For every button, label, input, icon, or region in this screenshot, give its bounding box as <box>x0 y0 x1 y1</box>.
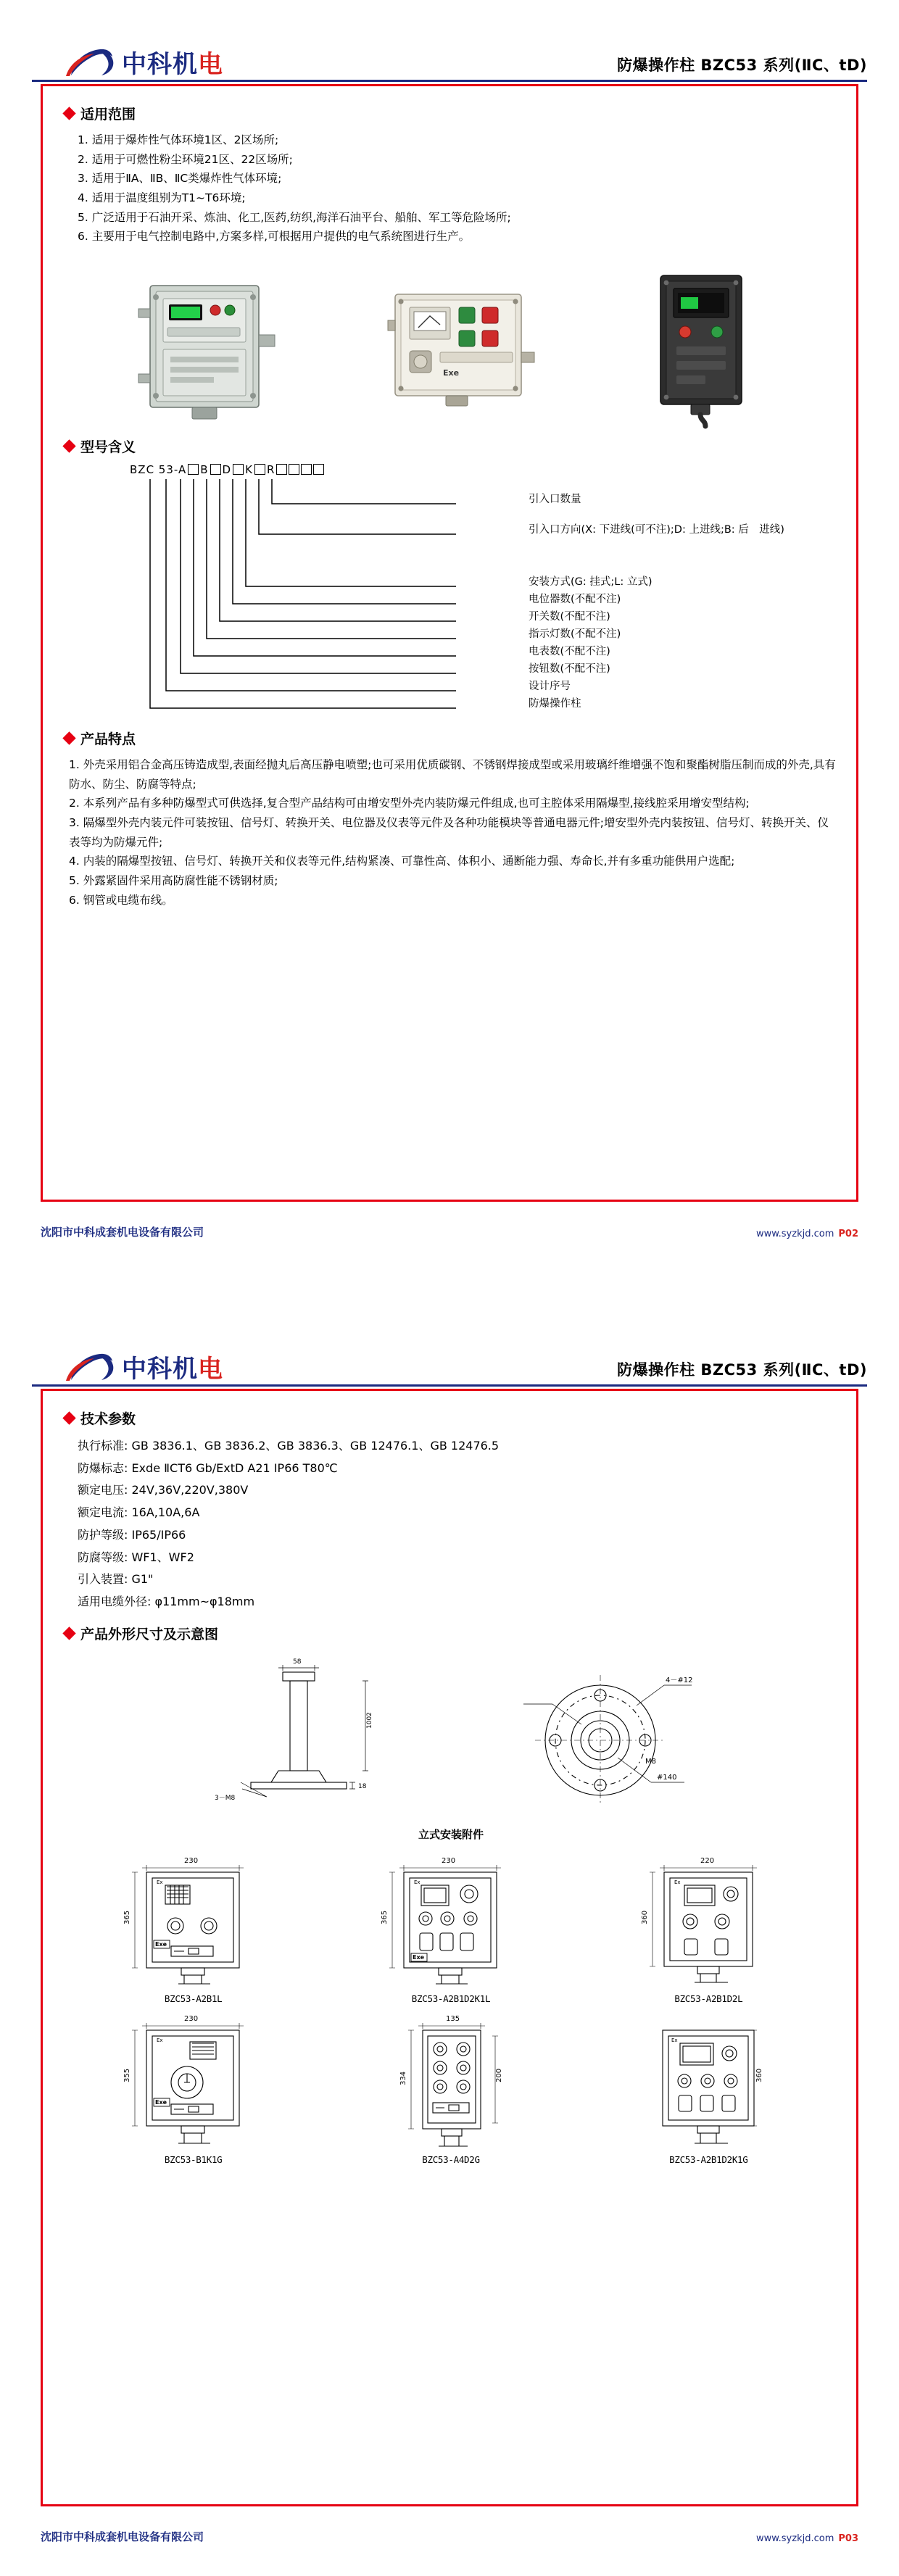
svg-text:Exe: Exe <box>443 367 460 378</box>
section-title-tech: 技术参数 <box>80 1411 136 1427</box>
drawing-dim-inner: 200 <box>494 2068 503 2082</box>
list-item: 6. 主要用于电气控制电路中,方案多样,可根据用户提供的电气系统图进行生产。 <box>78 230 471 244</box>
enclosure-drawing <box>618 1849 799 1991</box>
footer-company: 沈阳市中科成套机电设备有限公司 <box>41 2530 204 2543</box>
model-label: 防爆操作柱 <box>529 697 581 710</box>
section-title-features: 产品特点 <box>80 731 136 747</box>
section-heading-features <box>65 728 837 748</box>
stand-and-flange-drawings <box>65 1653 837 1824</box>
product-photo-2 <box>368 265 549 432</box>
drawing-dim-height: 360 <box>641 1910 650 1924</box>
drawing-model-caption: BZC53-A2B1D2L <box>674 1993 743 2004</box>
list-item: 5. 外露紧固件采用高防腐性能不锈钢材质; <box>69 873 278 887</box>
logo-swoosh-icon <box>62 1348 116 1382</box>
features-list <box>69 755 837 910</box>
logo-wordmark <box>122 1357 223 1382</box>
drawing-dim-height: 365 <box>380 1910 389 1924</box>
catalog-page-1 <box>0 0 899 1271</box>
model-label: 指示灯数(不配不注) <box>529 628 621 640</box>
drawing-cell <box>580 2007 837 2165</box>
footer-website <box>756 1229 858 1239</box>
tech-param-row: 防护等级: IP65/IP66 <box>78 1527 186 1542</box>
company-logo <box>62 43 223 77</box>
diamond-bullet-icon <box>62 1626 75 1640</box>
drawing-cell <box>65 2007 322 2165</box>
stand-dim-base-bolt: 3－M8 <box>215 1795 236 1803</box>
logo-swoosh-icon <box>62 43 116 77</box>
catalog-page-2 <box>0 1305 899 2576</box>
model-code-token: D <box>222 462 232 476</box>
enclosure-drawing <box>103 2007 284 2152</box>
tech-param-row: 防腐等级: WF1、WF2 <box>78 1550 194 1564</box>
footer-page-number: P02 <box>838 1229 858 1239</box>
header-divider <box>32 1384 867 1387</box>
scope-list <box>78 130 837 246</box>
list-item: 4. 适用于温度组别为T1~T6环境; <box>78 191 246 204</box>
tech-param-row: 防爆标志: Exde ⅡCT6 Gb/ExtD A21 IP66 T80℃ <box>78 1461 338 1475</box>
model-code-box <box>254 464 265 475</box>
tech-param-row: 引入装置: G1" <box>78 1572 154 1587</box>
logo-wordmark-main: 中科机 <box>122 50 198 79</box>
tech-param-row: 执行标准: GB 3836.1、GB 3836.2、GB 3836.3、GB 12476.1、GB 12476.5 <box>78 1439 500 1453</box>
drawing-cell <box>65 1849 322 2004</box>
stand-dim-base-h: 18 <box>358 1783 367 1791</box>
section-heading-tech <box>65 1408 837 1428</box>
page-title: 防爆操作柱 BZC53 系列(ⅡC、tD) <box>617 57 867 74</box>
drawing-cell <box>580 1849 837 2004</box>
section-title-scope: 适用范围 <box>80 107 136 122</box>
model-label: 电表数(不配不注) <box>529 645 610 657</box>
list-item: 2. 适用于可燃性粉尘环境21区、22区场所; <box>78 152 293 166</box>
drawing-dim-height: 355 <box>123 2068 131 2082</box>
badge-ex: Ex <box>671 2037 678 2043</box>
list-item: 1. 外壳采用铝合金高压铸造成型,表面经抛丸后高压静电喷塑;也可采用优质碳钢、不锈钢焊接成型或采用玻璃纤维增强不饱和聚酯树脂压制而成的外壳,具有防水、防尘、防腐等特点; <box>69 757 836 791</box>
tech-param-row: 额定电压: 24V,36V,220V,380V <box>78 1483 249 1497</box>
model-label: 按钮数(不配不注) <box>529 662 610 675</box>
drawing-cell <box>322 2007 579 2165</box>
model-code-diagram <box>65 463 837 724</box>
drawing-dim-width: 230 <box>441 1856 456 1865</box>
model-code-box <box>276 464 287 475</box>
footer-page-number: P03 <box>838 2533 858 2544</box>
enclosure-drawing <box>360 1849 542 1991</box>
list-item: 6. 钢管或电缆布线。 <box>69 893 173 907</box>
footer-company: 沈阳市中科成套机电设备有限公司 <box>41 1226 204 1239</box>
page-footer <box>41 1224 858 1239</box>
drawing-dim-height: 334 <box>399 2071 407 2085</box>
model-code-token: K <box>245 462 253 476</box>
footer-url: www.syzkjd.com <box>755 2533 834 2544</box>
section-heading-model <box>65 436 837 456</box>
badge-exe: Exe <box>412 1953 425 1961</box>
drawing-model-caption: BZC53-A2B1D2K1G <box>669 2153 748 2165</box>
diamond-bullet-icon <box>62 439 75 452</box>
content-frame <box>41 1389 858 2506</box>
product-photo-1 <box>120 265 301 432</box>
flange-dim-holes: 4－#12 <box>666 1677 693 1685</box>
model-code-box <box>233 464 244 475</box>
product-photo-row <box>86 258 816 432</box>
company-logo <box>62 1348 223 1382</box>
model-code-box <box>313 464 324 475</box>
footer-url: www.syzkjd.com <box>755 1229 834 1239</box>
page-header <box>32 20 867 77</box>
model-code-prefix: BZC 53-A <box>130 462 187 476</box>
drawing-dim-width: 135 <box>445 2014 460 2023</box>
stand-dim-top-width: 58 <box>293 1658 302 1666</box>
drawing-dim-width: 220 <box>700 1856 715 1865</box>
page-gap <box>0 1271 899 1305</box>
drawing-dim-width: 230 <box>183 1856 198 1865</box>
model-label: 电位器数(不配不注) <box>529 593 621 605</box>
model-code-token: R <box>266 462 276 476</box>
drawing-cell <box>322 1849 579 2004</box>
badge-ex: Ex <box>156 2037 163 2043</box>
list-item: 1. 适用于爆炸性气体环境1区、2区场所; <box>78 133 279 146</box>
badge-exe: Exe <box>154 2098 167 2106</box>
stand-drawing <box>197 1655 415 1821</box>
badge-ex: Ex <box>413 1879 420 1885</box>
section-heading-dims <box>65 1624 837 1643</box>
badge-ex: Ex <box>674 1879 681 1885</box>
drawing-model-caption: BZC53-A4D2G <box>422 2153 480 2165</box>
badge-ex: Ex <box>156 1879 163 1885</box>
page-title: 防爆操作柱 BZC53 系列(ⅡC、tD) <box>617 1361 867 1379</box>
flange-drawing <box>502 1655 705 1821</box>
stand-dim-height: 1002 <box>366 1712 373 1729</box>
model-code-box <box>188 464 199 475</box>
page-header <box>32 1325 867 1382</box>
badge-exe: Exe <box>154 1940 167 1948</box>
diamond-bullet-icon <box>62 1411 75 1424</box>
drawing-dim-width: 230 <box>183 2014 198 2023</box>
tech-param-row: 适用电缆外径: φ11mm~φ18mm <box>78 1595 255 1609</box>
list-item: 2. 本系列产品有多种防爆型式可供选择,复合型产品结构可由增安型外壳内装防爆元件组成,也可主腔体采用隔爆型,接线腔采用增安型结构; <box>69 797 750 810</box>
model-label: 设计序号 <box>529 680 571 692</box>
model-code-box <box>289 464 299 475</box>
page-footer <box>41 2529 858 2544</box>
content-frame <box>41 84 858 1202</box>
list-item: 5. 广泛适用于石油开采、炼油、化工,医药,纺织,海洋石油平台、船舶、军工等危险场所; <box>78 210 511 224</box>
flange-dim-thread: M8 <box>645 1758 656 1766</box>
model-leader-lines <box>65 476 529 715</box>
model-label: 引入口方向(X: 下进线(可不注);D: 上进线;B: 后 进线) <box>529 523 784 536</box>
section-heading-scope <box>65 104 837 123</box>
drawing-model-caption: BZC53-B1K1G <box>164 2153 223 2165</box>
model-code-token: B <box>200 462 209 476</box>
logo-wordmark <box>122 52 223 77</box>
section-title-model: 型号含义 <box>80 439 136 455</box>
model-label: 引入口数量 <box>529 493 581 505</box>
model-code-box <box>301 464 312 475</box>
model-code-box <box>210 464 221 475</box>
section-title-dims: 产品外形尺寸及示意图 <box>80 1626 219 1642</box>
list-item: 3. 隔爆型外壳内装元件可装按钮、信号灯、转换开关、电位器及仪表等元件及各种功能模块等普通电器元件;增安型外壳内装按钮、信号灯、转换开关、仪表等均为防爆元件; <box>69 815 829 849</box>
enclosure-drawing <box>103 1849 284 1991</box>
tech-params-list <box>78 1435 837 1613</box>
diamond-bullet-icon <box>62 107 75 120</box>
model-label: 安装方式(G: 挂式;L: 立式) <box>529 576 652 588</box>
drawing-model-caption: BZC53-A2B1L <box>164 1993 223 2004</box>
diamond-bullet-icon <box>62 731 75 744</box>
list-item: 4. 内装的隔爆型按钮、信号灯、转换开关和仪表等元件,结构紧凑、可靠性高、体积小、通断能力强、寿命长,并有多重功能供用户选配; <box>69 855 735 868</box>
logo-wordmark-main: 中科机 <box>122 1355 198 1384</box>
model-label: 开关数(不配不注) <box>529 610 610 623</box>
header-divider <box>32 80 867 82</box>
flange-dim-circle: #140 <box>657 1774 677 1782</box>
enclosure-drawing <box>618 2007 799 2152</box>
enclosure-drawing-grid <box>65 1849 837 2165</box>
list-item: 3. 适用于ⅡA、ⅡB、ⅡC类爆炸性气体环境; <box>78 172 282 186</box>
logo-wordmark-accent: 电 <box>198 50 223 79</box>
drawing-dim-height: 360 <box>755 2068 764 2082</box>
stand-caption: 立式安装附件 <box>418 1827 484 1841</box>
product-photo-3 <box>616 265 782 432</box>
drawing-model-caption: BZC53-A2B1D2K1L <box>411 1993 491 2004</box>
enclosure-drawing <box>360 2007 542 2152</box>
model-code-string <box>130 463 324 476</box>
logo-wordmark-accent: 电 <box>198 1355 223 1384</box>
drawing-dim-height: 365 <box>123 1910 131 1924</box>
tech-param-row: 额定电流: 16A,10A,6A <box>78 1505 200 1520</box>
